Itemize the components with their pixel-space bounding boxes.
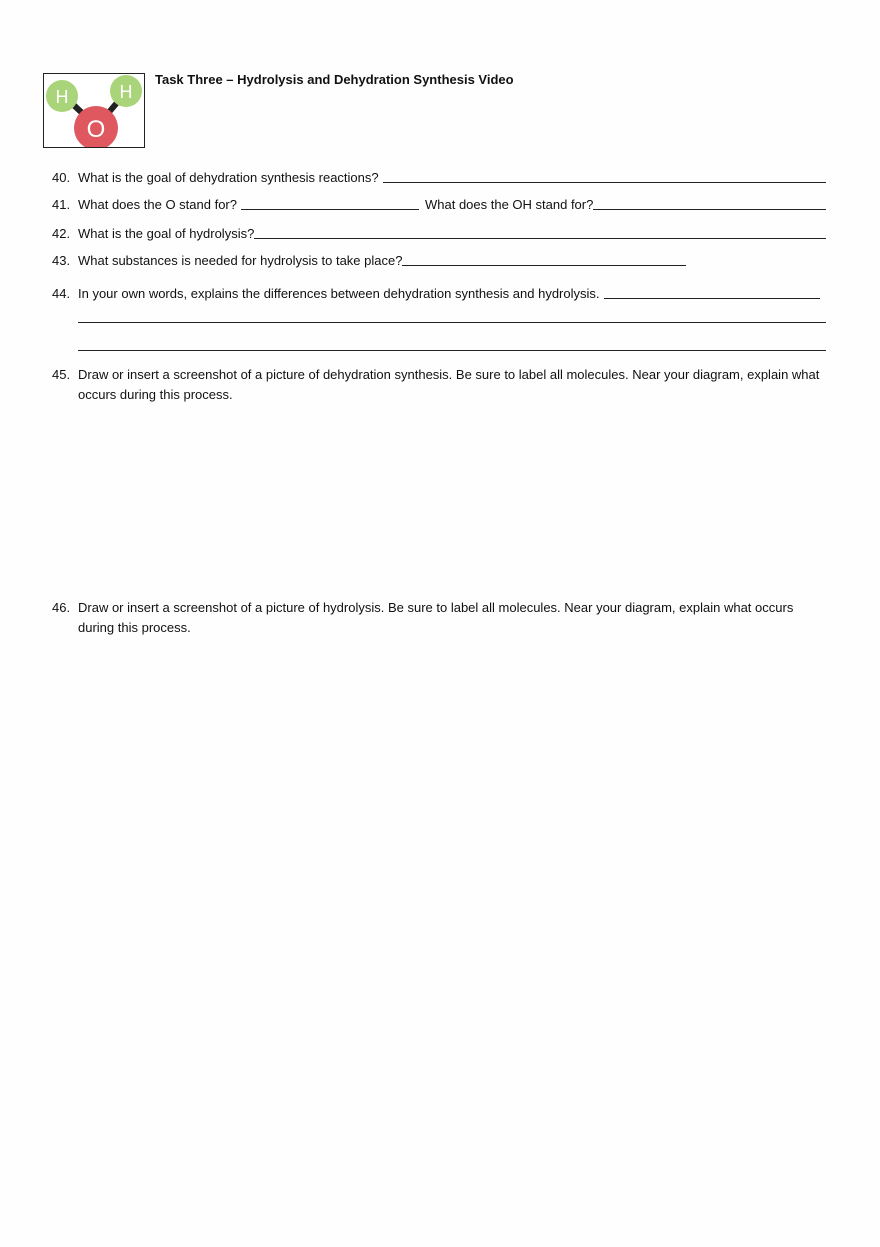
answer-line-o[interactable]: [241, 208, 419, 210]
answer-line[interactable]: [254, 237, 826, 239]
question-number: 44.: [52, 286, 71, 301]
question-46: [52, 598, 826, 638]
answer-line[interactable]: [604, 297, 821, 299]
question-45: [52, 365, 826, 405]
question-number: 41.: [52, 197, 71, 212]
question-43: [52, 253, 686, 269]
page-title: Task Three – Hydrolysis and Dehydration Synthesis Video: [155, 72, 514, 87]
question-text: What is the goal of dehydration synthesis reactions?: [78, 170, 379, 185]
question-text: What does the O stand for?: [78, 197, 237, 212]
question-text: What is the goal of hydrolysis?: [78, 226, 255, 241]
answer-line[interactable]: [78, 350, 826, 351]
question-44: [52, 286, 820, 302]
svg-text:H: H: [119, 82, 133, 102]
water-molecule-logo: [43, 73, 145, 148]
question-text: Draw or insert a screenshot of a picture of dehydration synthesis. Be sure to label all molecules. Near your diagram, explain what occurs during this process.: [78, 367, 820, 402]
question-41: [52, 197, 826, 213]
answer-line[interactable]: [383, 181, 826, 183]
question-number: 46.: [52, 600, 71, 615]
question-text: In your own words, explains the differences between dehydration synthesis and hydrolysis.: [78, 286, 600, 301]
question-number: 40.: [52, 170, 71, 185]
question-42: [52, 226, 826, 242]
question-text-2: What does the OH stand for?: [424, 197, 594, 212]
question-text: What substances is needed for hydrolysis to take place?: [78, 253, 403, 268]
answer-line[interactable]: [402, 264, 686, 266]
question-number: 42.: [52, 226, 71, 241]
answer-line[interactable]: [78, 322, 826, 323]
question-text: Draw or insert a screenshot of a picture of hydrolysis. Be sure to label all molecules. Near your diagram, explain what occurs during this process.: [78, 600, 794, 635]
question-number: 43.: [52, 253, 71, 268]
svg-text:O: O: [86, 116, 106, 143]
question-number: 45.: [52, 367, 71, 382]
svg-text:H: H: [55, 87, 69, 107]
question-40: [52, 170, 826, 186]
answer-line-oh[interactable]: [593, 208, 826, 210]
